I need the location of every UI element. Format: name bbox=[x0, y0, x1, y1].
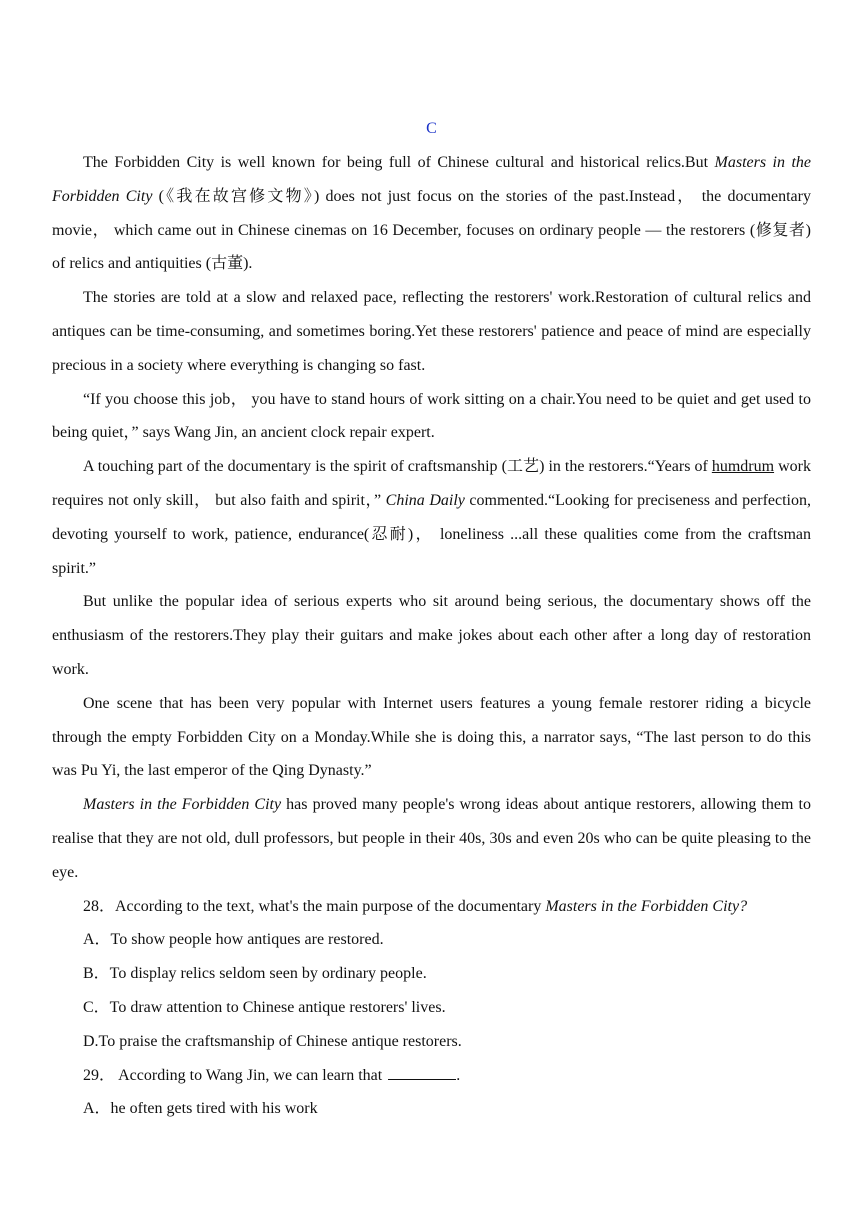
documentary-title: Masters in the Forbidden City bbox=[52, 154, 812, 205]
documentary-title-2: Masters in the Forbidden City bbox=[83, 796, 282, 814]
underlined-word: humdrum bbox=[711, 458, 775, 476]
passage-paragraph-4 bbox=[52, 450, 811, 585]
passage-paragraph-7 bbox=[52, 788, 811, 889]
question-28-stem bbox=[52, 890, 811, 924]
q28-option-d: D.To praise the craftsmanship of Chinese antique restorers. bbox=[83, 1032, 462, 1050]
document-page bbox=[52, 112, 811, 1126]
q28-stem-text: 28．According to the text, what's the main purpose of the documentary bbox=[83, 897, 546, 915]
q29-option-a: A．he often gets tired with his work bbox=[83, 1100, 318, 1118]
q29-stem-text: 29． According to Wang Jin, we can learn that bbox=[83, 1066, 383, 1084]
p1-text-a: The Forbidden City is well known for being full of Chinese cultural and historical relics.But bbox=[83, 154, 715, 171]
p4-text-b: work requires not only skill， but also faith and spirit，” bbox=[52, 458, 811, 509]
section-label: C bbox=[426, 120, 437, 137]
passage-paragraph-1 bbox=[52, 146, 811, 281]
question-29-stem bbox=[52, 1059, 811, 1093]
q28-stem-italic: Masters in the Forbidden City? bbox=[545, 897, 748, 915]
q28-option-c: C．To draw attention to Chinese antique restorers' lives. bbox=[83, 998, 446, 1016]
source-name: China Daily bbox=[385, 491, 465, 509]
p1-text-b: (《我在故宫修文物》) does not just focus on the stories of the past.Instead， the documentary movie， which came out in Chinese cinemas on 16 December, focuses on ordinary people — the restorers (修复者) of relics and antiquities (古董). bbox=[52, 187, 811, 273]
passage-paragraph-6: One scene that has been very popular with Internet users features a young female restorer riding a bicycle through the empty Forbidden City on a Monday.While she is doing this, a narrator says, “The last person to do this was Pu Yi, the last emperor of the Qing Dynasty.” bbox=[52, 694, 811, 780]
passage-paragraph-2: The stories are told at a slow and relaxed pace, reflecting the restorers' work.Restoration of cultural relics and antiques can be time-consuming, and sometimes boring.Yet these restorers' patience and peace of mind are especially precious in a society where everything is changing so fast. bbox=[52, 289, 811, 374]
q29-stem-end: . bbox=[456, 1066, 461, 1084]
passage-paragraph-3: “If you choose this job， you have to stand hours of work sitting on a chair.You need to be quiet and get used to being quiet，” says Wang Jin, an ancient clock repair expert. bbox=[52, 390, 811, 442]
passage-paragraph-5: But unlike the popular idea of serious experts who sit around being serious, the documentary shows off the enthusiasm of the restorers.They play their guitars and make jokes about each other after a long day of restoration work. bbox=[52, 593, 811, 678]
p7-text-a: has proved many people's wrong ideas about antique restorers, allowing them to realise that they are not old, dull professors, but people in their 40s, 30s and even 20s who can be quite pleasing to the eye. bbox=[52, 796, 811, 881]
answer-blank bbox=[388, 1065, 456, 1080]
q28-option-b: B．To display relics seldom seen by ordinary people. bbox=[83, 965, 427, 983]
q28-option-a: A．To show people how antiques are restored. bbox=[83, 931, 384, 949]
p4-text-c: commented.“Looking for preciseness and perfection, devoting yourself to work, patience, endurance(忍耐)， loneliness ...all these qualities come from the craftsman spirit.” bbox=[52, 491, 812, 577]
p4-text-a: A touching part of the documentary is the spirit of craftsmanship (工艺) in the restorers.“Years of bbox=[83, 458, 712, 476]
